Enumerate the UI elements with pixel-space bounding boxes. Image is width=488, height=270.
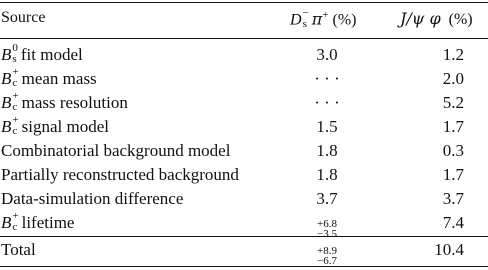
row-value-ds-pi	[300, 240, 354, 267]
row-value-jpsi-phi: 10.4	[434, 240, 464, 259]
table-row	[0, 165, 488, 189]
total-rule	[0, 236, 488, 237]
row-source: B + c mass resolution	[1, 90, 128, 114]
table-row-total	[0, 240, 488, 267]
row-value-ds-pi: 1.8	[316, 141, 338, 160]
table-row	[0, 90, 488, 117]
row-source: B + c signal model	[1, 114, 109, 138]
row-value-jpsi-phi: 0.3	[442, 141, 464, 160]
row-source: B + c lifetime	[1, 210, 75, 234]
table-row	[0, 210, 488, 240]
asymmetric-uncertainty: +6.8 −3.5	[317, 218, 337, 240]
row-value-ds-pi: 3.0	[316, 45, 338, 64]
header-rule	[0, 38, 488, 39]
row-value-jpsi-phi: 7.4	[442, 213, 464, 232]
row-source: Combinatorial background model	[1, 141, 231, 160]
row-value-jpsi-phi: 3.7	[442, 189, 464, 208]
header-source: Source	[1, 9, 46, 26]
row-value-jpsi-phi: 2.0	[442, 69, 464, 88]
row-value-ds-pi: · · ·	[314, 69, 340, 88]
table-row	[0, 66, 488, 93]
row-source: Total	[1, 240, 36, 259]
table-row	[0, 141, 488, 165]
row-value-ds-pi: · · ·	[314, 93, 340, 112]
row-value-ds-pi: 1.5	[316, 117, 338, 136]
top-rule	[0, 2, 488, 3]
row-value-jpsi-phi: 1.7	[442, 117, 464, 136]
asymmetric-uncertainty: +8.9 −6.7	[317, 245, 337, 267]
table-row	[0, 42, 488, 69]
row-source: Data-simulation difference	[1, 189, 184, 208]
header-col-ds-pi: D − s π+ (%)	[290, 6, 357, 30]
row-source: Partially reconstructed background	[1, 165, 239, 184]
row-source: B + c mean mass	[1, 66, 97, 90]
row-value-jpsi-phi: 5.2	[442, 93, 464, 112]
table-row	[0, 189, 488, 213]
row-value-ds-pi: 1.8	[316, 165, 338, 184]
row-value-jpsi-phi: 1.2	[442, 45, 464, 64]
row-source: B 0 s fit model	[1, 42, 83, 66]
header-col-jpsi-phi: J/ψ φ (%)	[400, 9, 473, 28]
table-row	[0, 114, 488, 141]
row-value-jpsi-phi: 1.7	[442, 165, 464, 184]
row-value-ds-pi: 3.7	[316, 189, 338, 208]
table-header	[0, 6, 488, 33]
bottom-rule	[0, 266, 488, 267]
